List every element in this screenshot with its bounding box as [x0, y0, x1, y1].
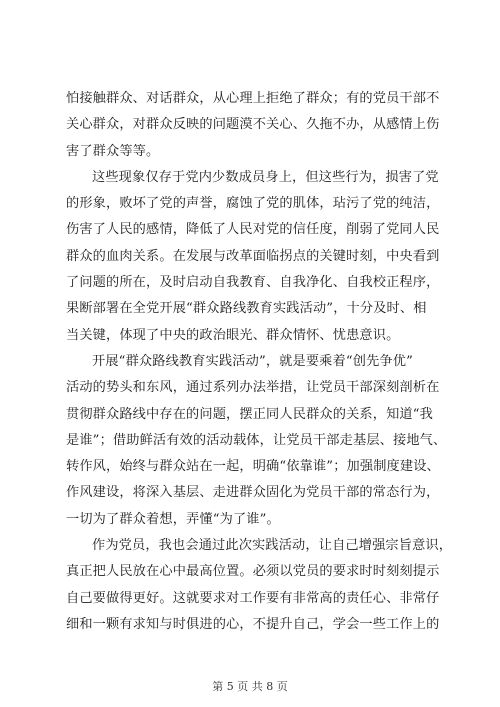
text-line: 了问题的所在，及时启动自我教育、自我净化、自我校正程序，: [66, 275, 440, 291]
text-line: 群众的血肉关系。在发展与改革面临拐点的关键时刻，中央看到: [66, 248, 440, 264]
text-line: 作为党员，我也会通过此次实践活动，让自己增强宗旨意识，: [92, 538, 453, 554]
document-body: [66, 86, 453, 638]
text-line: 这些现象仅存于党内少数成员身上，但这些行为，损害了党: [92, 169, 439, 185]
text-line: 自己要做得更好。这就要求对工作要有非常高的责任心、非常仔: [66, 590, 440, 606]
text-line: 开展“群众路线教育实践活动”，就是要乘着“创先争优”: [92, 353, 413, 369]
text-line: 贯彻群众路线中存在的问题，摆正同人民群众的关系，知道“我: [66, 406, 434, 422]
paragraph: [66, 165, 440, 349]
text-line: 当关键，体现了中央的政治眼光、群众情怀、忧患意识。: [66, 327, 400, 343]
text-line: 是谁”；借助鲜活有效的活动载体，让党员干部走基层、接地气、: [66, 432, 447, 448]
text-line: 关心群众，对群众反映的问题漠不关心、久拖不办，从感情上伤: [66, 117, 440, 133]
text-line: 转作风，始终与群众站在一起，明确“依靠谁”；加强制度建设、: [66, 459, 440, 475]
page-footer: 第 5 页 共 8 页: [212, 680, 288, 693]
text-line: 害了群众等等。: [66, 143, 160, 159]
text-line: 真正把人民放在心中最高位置。必须以党员的要求时时刻刻提示: [66, 564, 440, 580]
text-line: 的形象，败坏了党的声誉，腐蚀了党的肌体，玷污了党的纯洁，: [66, 196, 440, 212]
text-line: 细和一颗有求知与时俱进的心，不提升自己，学会一些工作上的: [66, 616, 440, 632]
paragraph: [66, 349, 447, 533]
text-line: 活动的势头和东风，通过系列办法举措，让党员干部深刻剖析在: [66, 380, 440, 396]
paragraph: [66, 533, 453, 638]
text-line: 一切为了群众着想，弄懂“为了谁”。: [66, 511, 280, 527]
paragraph: [66, 86, 440, 165]
text-line: 果断部署在全党开展“群众路线教育实践活动”，十分及时、相: [66, 301, 427, 317]
text-line: 怕接触群众、对话群众，从心理上拒绝了群众；有的党员干部不: [66, 91, 440, 106]
text-line: 伤害了人民的感情，降低了人民对党的信任度，削弱了党同人民: [66, 222, 440, 238]
text-line: 作风建设，将深入基层、走进群众固化为党员干部的常态行为，: [66, 485, 440, 501]
